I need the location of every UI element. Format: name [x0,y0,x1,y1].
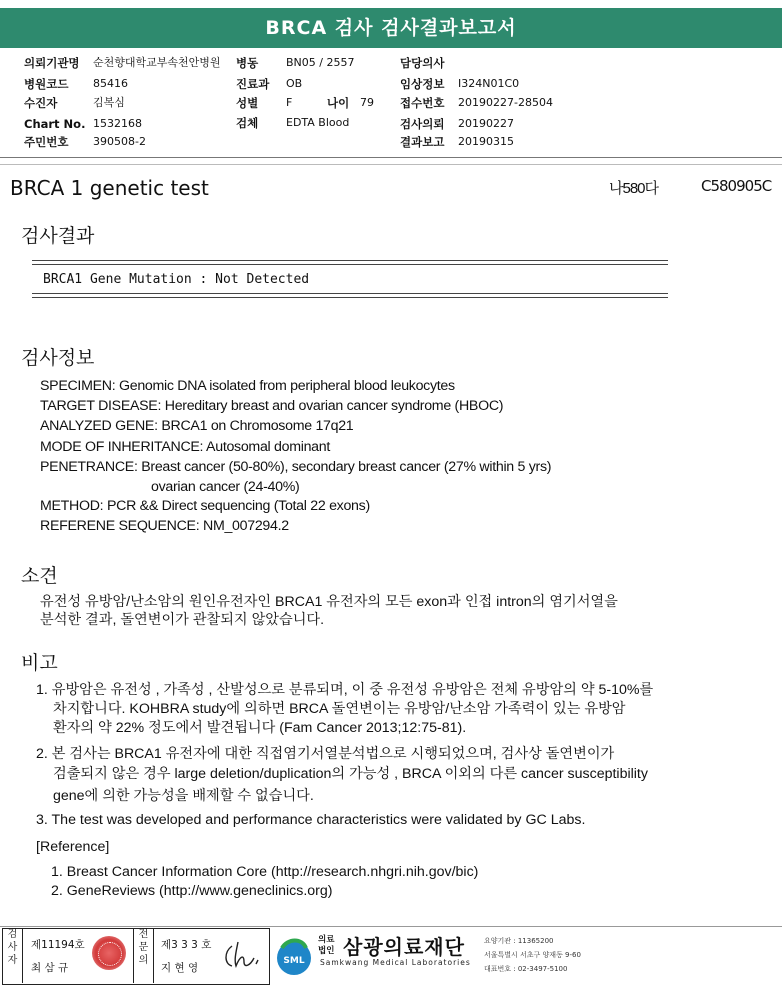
header-label-sex: 성별 [236,96,259,110]
info-inheritance: MODE OF INHERITANCE: Autosomal dominant [40,439,330,455]
header-label-clinical-info: 임상정보 [400,77,445,91]
specialist-label-char: 의 [138,955,149,966]
result-text: BRCA1 Gene Mutation : Not Detected [43,272,310,287]
header-divider [0,157,782,158]
reference-label: [Reference] [36,839,110,855]
org-address: 서울특별시 서초구 양재동 9-60 [484,951,581,959]
report-title: BRCA 검사 검사결과보고서 [0,8,782,48]
header-value-clinical-info: I324N01C0 [458,77,520,90]
header-value-patient: 김복심 [93,96,125,109]
svg-text:SML: SML [283,956,305,966]
header-value-ward: BN05 / 2557 [286,56,355,69]
result-rule-bottom-1 [32,293,668,294]
header-value-request-date: 20190227 [458,117,514,130]
header-label-report-date: 결과보고 [400,135,445,149]
header-value-department: OB [286,77,303,90]
remarks-heading: 비고 [21,652,58,674]
header-value-report-date: 20190315 [458,135,514,148]
inspector-seal-ring [98,942,122,966]
doc-code-1: 나580다 [609,180,659,197]
header-value-sex: F [286,96,293,109]
remark-1-line-1: 1. 유방암은 유전성 , 가족성 , 산발성으로 분류되며, 이 중 유전성 유방암은 전체 유방암의 약 5-10%를 [36,682,654,698]
header-label-hospital: 의뢰기관명 [24,56,80,70]
inspector-label-char: 자 [7,955,18,966]
header-value-specimen: EDTA Blood [286,116,350,129]
inspector-label-char: 검 [7,929,18,940]
inspector-label [3,928,23,983]
remark-1-line-3: 환자의 약 22% 정도에서 발견됩니다 (Fam Cancer 2013;12:75-81). [53,720,467,736]
header-label-doctor: 담당의사 [400,56,445,70]
header-label-specimen: 검체 [236,116,259,130]
inspector-license-no: 제11194호 [31,939,85,951]
specialist-license-no: 제3 3 3 호 [161,939,212,951]
remark-1-line-2: 차지합니다. KOHBRA study에 의하면 BRCA 돌연변이는 유방암/난소암 가족력이 있는 유방암 [53,701,626,717]
reference-1: 1. Breast Cancer Information Core (http://research.nhgri.nih.gov/bic) [51,864,479,880]
inspector-label-char: 사 [7,942,18,953]
org-type-line: 의료 [318,935,335,945]
header-value-age: 79 [360,96,374,109]
info-target-disease: TARGET DISEASE: Hereditary breast and ovarian cancer syndrome (HBOC) [40,398,504,414]
opinion-line-1: 유전성 유방암/난소암의 원인유전자인 BRCA1 유전자의 모든 exon과 인접 intron의 염기서열을 [40,594,618,610]
header-label-receipt-no: 접수번호 [400,96,445,110]
opinion-heading: 소견 [21,565,58,587]
specialist-label [133,928,154,983]
opinion-line-2: 분석한 결과, 돌연변이가 관찰되지 않았습니다. [40,612,325,628]
result-rule-top-1 [32,260,668,261]
header-value-hospital-code: 85416 [93,77,128,90]
info-method: METHOD: PCR && Direct sequencing (Total 22 exons) [40,498,370,514]
header-label-resident-no: 주민번호 [24,135,69,149]
header-label-department: 진료과 [236,77,270,91]
header-label-request-date: 검사의뢰 [400,117,445,131]
org-phone: 대표번호 : 02-3497-5100 [484,965,568,973]
result-rule-bottom-2 [32,297,668,298]
header-value-chart-no: 1532168 [93,117,142,130]
info-heading: 검사정보 [21,347,95,369]
header-value-hospital: 순천향대학교부속천안병원 [93,56,221,69]
test-name: BRCA 1 genetic test [10,176,209,200]
header-value-receipt-no: 20190227-28504 [458,96,553,109]
header-label-ward: 병동 [236,56,259,70]
header-label-hospital-code: 병원코드 [24,77,69,91]
remark-3: 3. The test was developed and performance characteristics were validated by GC Labs. [36,812,586,828]
info-analyzed-gene: ANALYZED GENE: BRCA1 on Chromosome 17q21 [40,418,354,434]
info-specimen: SPECIMEN: Genomic DNA isolated from peripheral blood leukocytes [40,378,455,394]
footer-divider [0,926,782,927]
remark-2-line-3: gene에 의한 가능성을 배제할 수 없습니다. [53,788,314,804]
header-value-resident-no: 390508-2 [93,135,146,148]
info-reference-sequence: REFERENE SEQUENCE: NM_007294.2 [40,518,289,534]
header-label-age: 나이 [327,96,350,110]
specialist-name: 지 현 영 [161,962,199,974]
remark-2-line-2: 검출되지 않은 경우 large deletion/duplication의 가능성 , BRCA 이외의 다른 cancer susceptibility [53,766,648,782]
org-type-line: 법인 [318,946,335,956]
specialist-label-char: 전 [138,929,149,940]
header-label-chart-no: Chart No. [24,117,86,131]
header-divider-2 [0,164,782,165]
org-type-label [318,935,334,957]
info-penetrance: PENETRANCE: Breast cancer (50-80%), secondary breast cancer (27% within 5 yrs) [40,459,552,475]
result-heading: 검사결과 [21,225,95,247]
org-name: 삼광의료재단 [343,935,465,959]
remark-2-line-1: 2. 본 검사는 BRCA1 유전자에 대한 직접염기서열분석법으로 시행되었으며, 검사상 돌연변이가 [36,746,615,762]
result-rule-top-2 [32,264,668,265]
org-english-name: Samkwang Medical Laboratories [320,958,471,967]
samkwang-logo-icon [272,934,316,978]
header-label-patient: 수진자 [24,96,58,110]
specialist-label-char: 문 [138,942,149,953]
inspector-name: 최 삼 규 [31,962,69,974]
doc-code-2: C580905C [701,177,772,195]
info-penetrance-ovarian: ovarian cancer (24-40%) [151,479,300,495]
specialist-signature [220,938,264,974]
reference-2: 2. GeneReviews (http://www.geneclinics.org) [51,883,333,899]
org-institution-code: 요양기관 : 11365200 [484,937,554,945]
